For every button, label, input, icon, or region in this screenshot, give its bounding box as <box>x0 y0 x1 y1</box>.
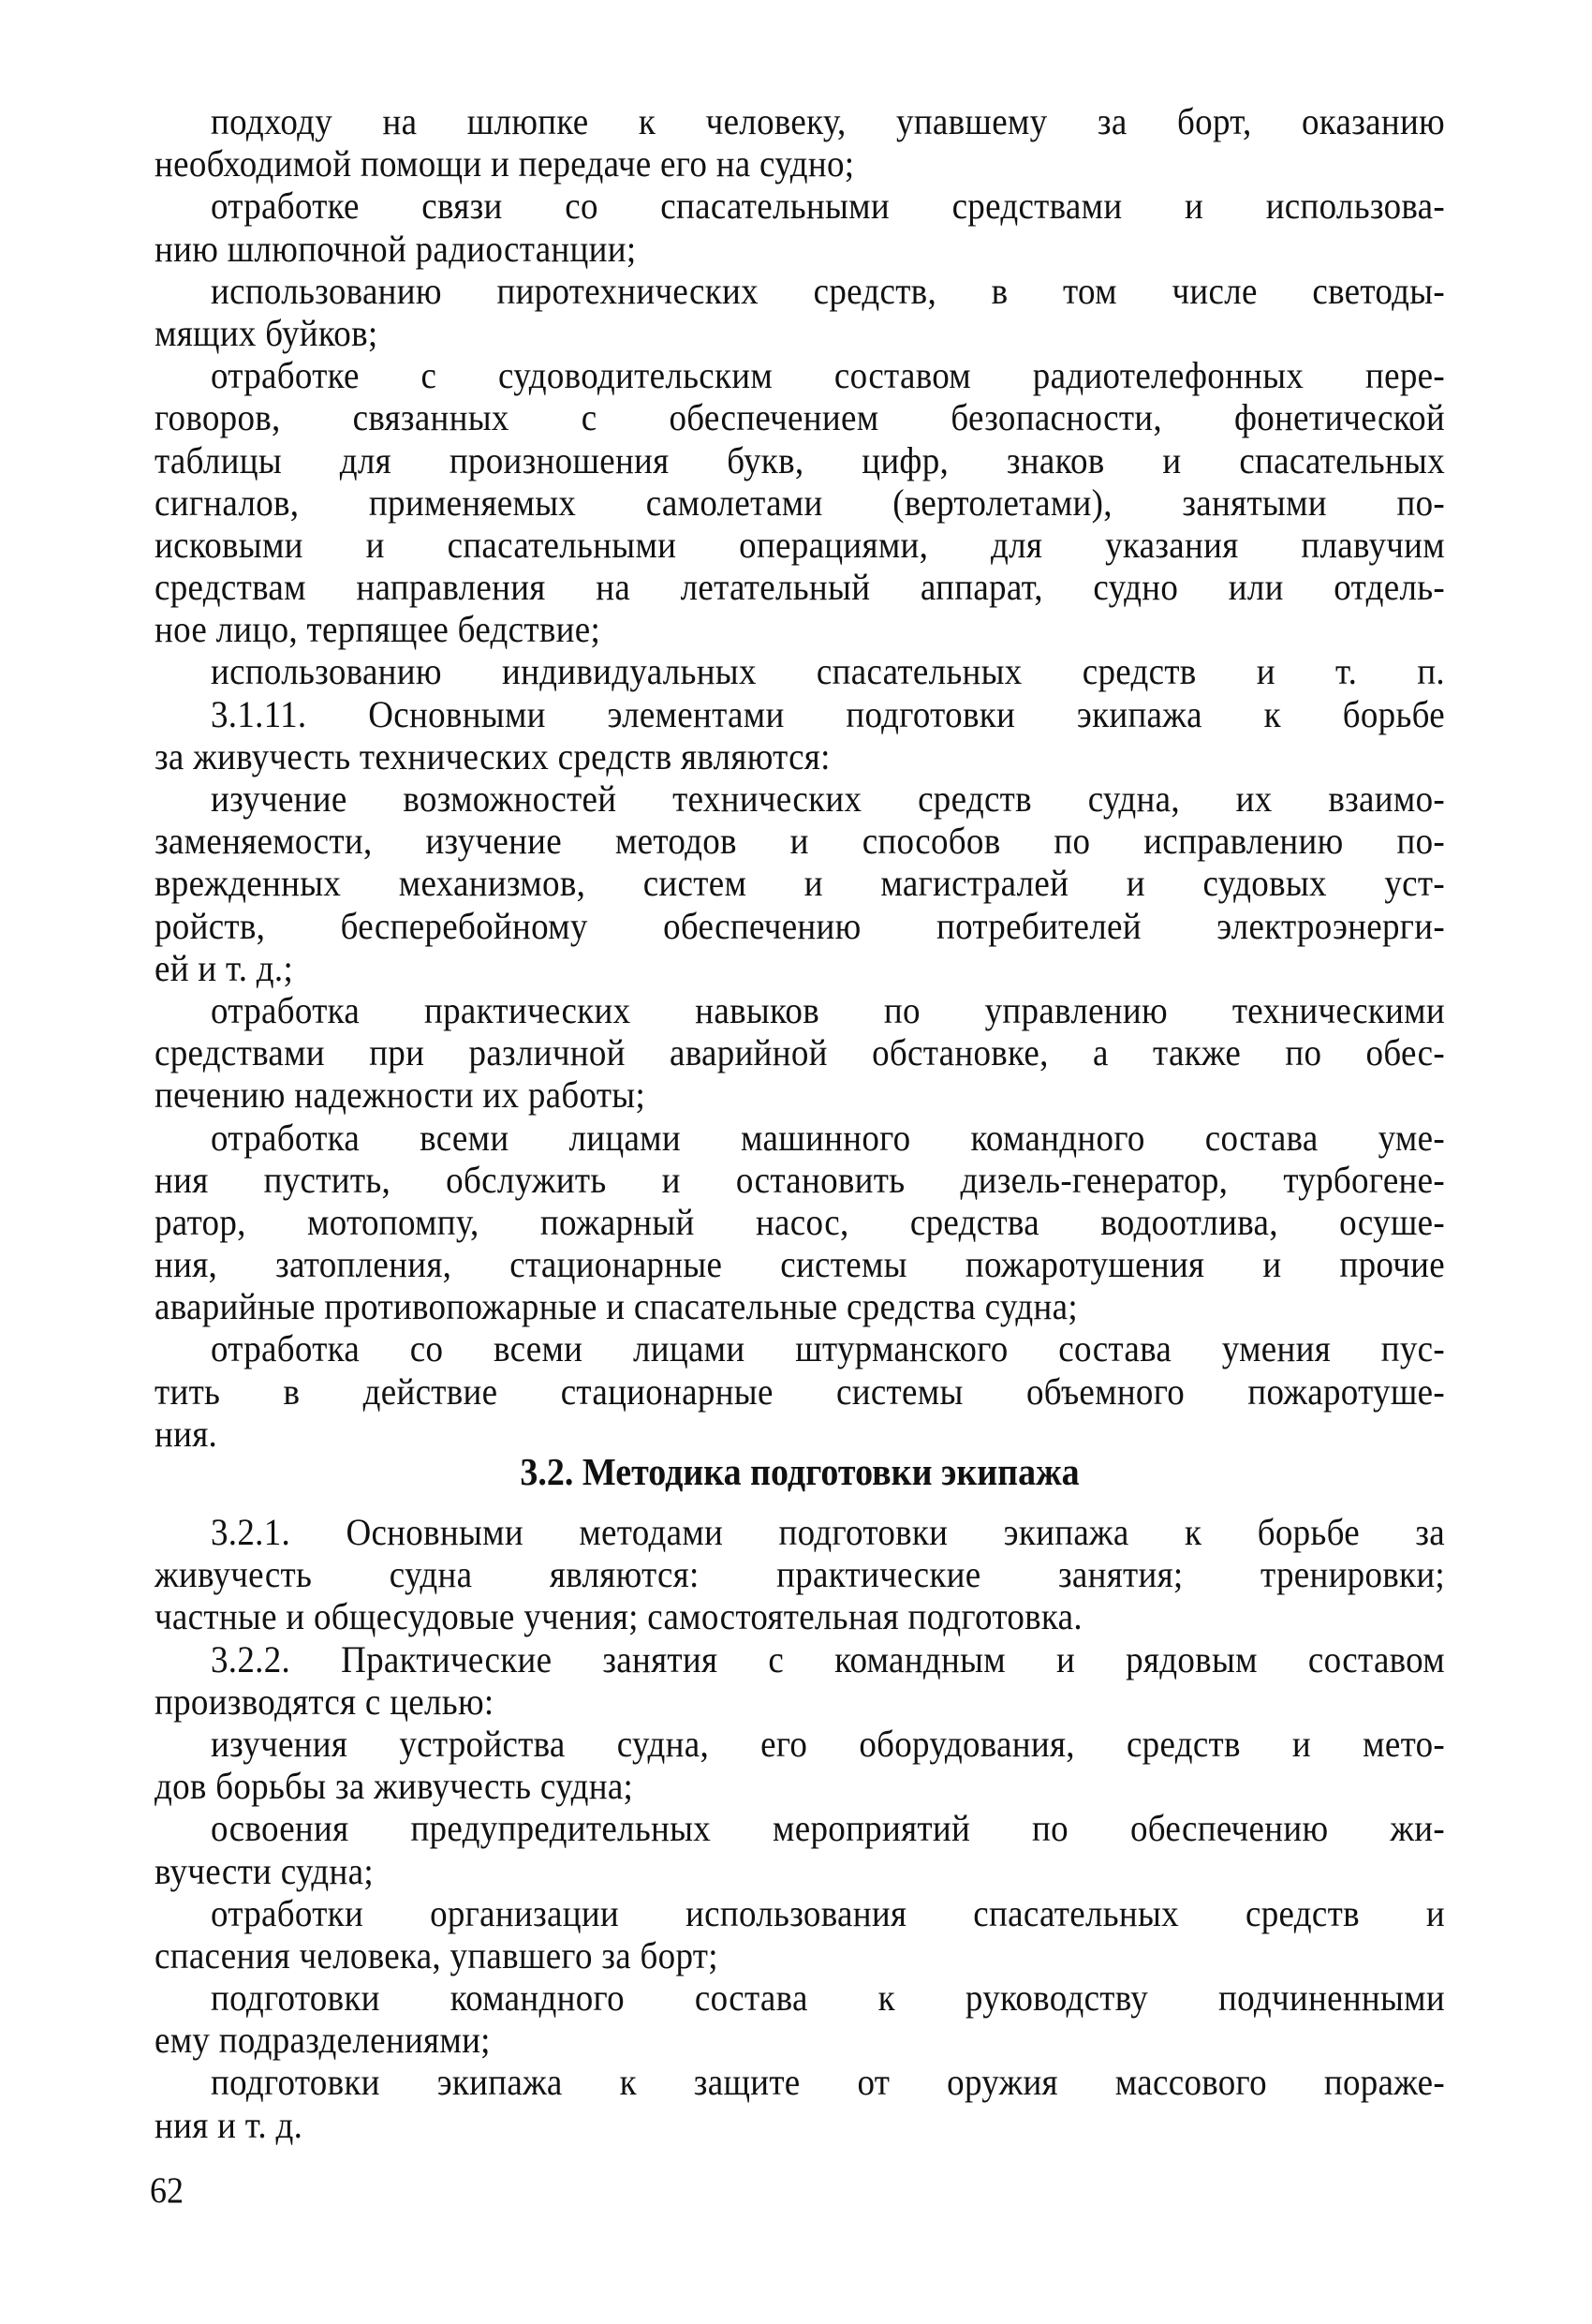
text-line: ния пустить, обслужить и остановить дизель-генератор, турбогене- <box>155 1160 1445 1202</box>
text-line: подходу на шлюпке к человеку, упавшему за борт, оказанию <box>211 101 1445 143</box>
text-line: производятся с целью: <box>155 1681 494 1724</box>
text-line: отработка практических навыков по управлению техническими <box>211 990 1445 1032</box>
text-line: использованию пиротехнических средств, в том числе светоды- <box>211 271 1445 313</box>
text-line: средствами при различной аварийной обстановке, а также по обес- <box>155 1032 1445 1074</box>
text-line: ему подразделениями; <box>155 2020 491 2062</box>
text-line: тить в действие стационарные системы объемного пожаротуше- <box>155 1370 1445 1414</box>
text-line: средствам направления на летательный аппарат, судно или отдель- <box>155 567 1445 609</box>
text-line: таблицы для произношения букв, цифр, знаков и спасательных <box>155 439 1445 482</box>
text-line: ния, затопления, стационарные системы пожаротушения и прочие <box>155 1244 1445 1286</box>
text-line: подготовки командного состава к руководству подчиненными <box>211 1977 1445 2020</box>
text-line: вучести судна; <box>155 1850 374 1893</box>
text-line: за живучесть технических средств являются: <box>155 736 831 778</box>
text-line: 3.2.1. Основными методами подготовки экипажа к борьбе за <box>211 1512 1445 1554</box>
page-number: 62 <box>150 2169 184 2211</box>
text-line: необходимой помощи и передаче его на судно; <box>155 143 855 185</box>
text-line: частные и общесудовые учения; самостоятельная подготовка. <box>155 1596 1083 1639</box>
text-line: сигналов, применяемых самолетами (вертолетами), занятыми по- <box>155 482 1445 525</box>
text-line: нию шлюпочной радиостанции; <box>155 228 637 271</box>
text-line: ния. <box>155 1414 218 1456</box>
text-line: дов борьбы за живучесть судна; <box>155 1766 634 1808</box>
text-line: 3.1.11. Основными элементами подготовки экипажа к борьбе <box>211 693 1445 736</box>
body-text-section-3-2 <box>155 1512 1445 2147</box>
text-line: заменяемости, изучение методов и способов по исправлению по- <box>155 821 1445 863</box>
text-line: спасения человека, упавшего за борт; <box>155 1935 718 1977</box>
text-line: ей и т. д.; <box>155 948 294 990</box>
text-line: отработке связи со спасательными средствами и использова- <box>211 185 1445 229</box>
text-line: врежденных механизмов, систем и магистралей и судовых уст- <box>155 863 1445 906</box>
text-line: отработка всеми лицами машинного командного состава уме- <box>211 1117 1445 1160</box>
text-line: 3.2.2. Практические занятия с командным и рядовым составом <box>211 1638 1445 1681</box>
text-line: живучесть судна являются: практические занятия; тренировки; <box>155 1554 1445 1596</box>
text-line: ратор, мотопомпу, пожарный насос, средства водоотлива, осуше- <box>155 1202 1445 1244</box>
body-text-section-3-1 <box>155 101 1445 1456</box>
text-line: изучение возможностей технических средств судна, их взаимо- <box>211 778 1445 821</box>
text-line: отработке с судоводительским составом радиотелефонных пере- <box>211 355 1445 397</box>
text-line: говоров, связанных с обеспечением безопасности, фонетической <box>155 397 1445 439</box>
text-line: исковыми и спасательными операциями, для указания плавучим <box>155 525 1445 567</box>
text-line: отработка со всеми лицами штурманского состава умения пус- <box>211 1328 1445 1371</box>
text-line: подготовки экипажа к защите от оружия массового пораже- <box>211 2062 1445 2105</box>
text-line: ния и т. д. <box>155 2104 303 2147</box>
text-line: аварийные противопожарные и спасательные средства судна; <box>155 1286 1078 1328</box>
section-heading: 3.2. Методика подготовки экипажа <box>520 1451 1080 1494</box>
text-line: изучения устройства судна, его оборудования, средств и мето- <box>211 1724 1445 1766</box>
text-line: освоения предупредительных мероприятий по обеспечению жи- <box>211 1808 1445 1850</box>
text-line: мящих буйков; <box>155 313 378 355</box>
text-line: ное лицо, терпящее бедствие; <box>155 609 601 651</box>
text-line: отработки организации использования спасательных средств и <box>211 1893 1445 1935</box>
text-line: ройств, бесперебойному обеспечению потребителей электроэнерги- <box>155 905 1445 948</box>
text-line: использованию индивидуальных спасательных средств и т. п. <box>211 651 1445 694</box>
text-line: печению надежности их работы; <box>155 1074 646 1117</box>
